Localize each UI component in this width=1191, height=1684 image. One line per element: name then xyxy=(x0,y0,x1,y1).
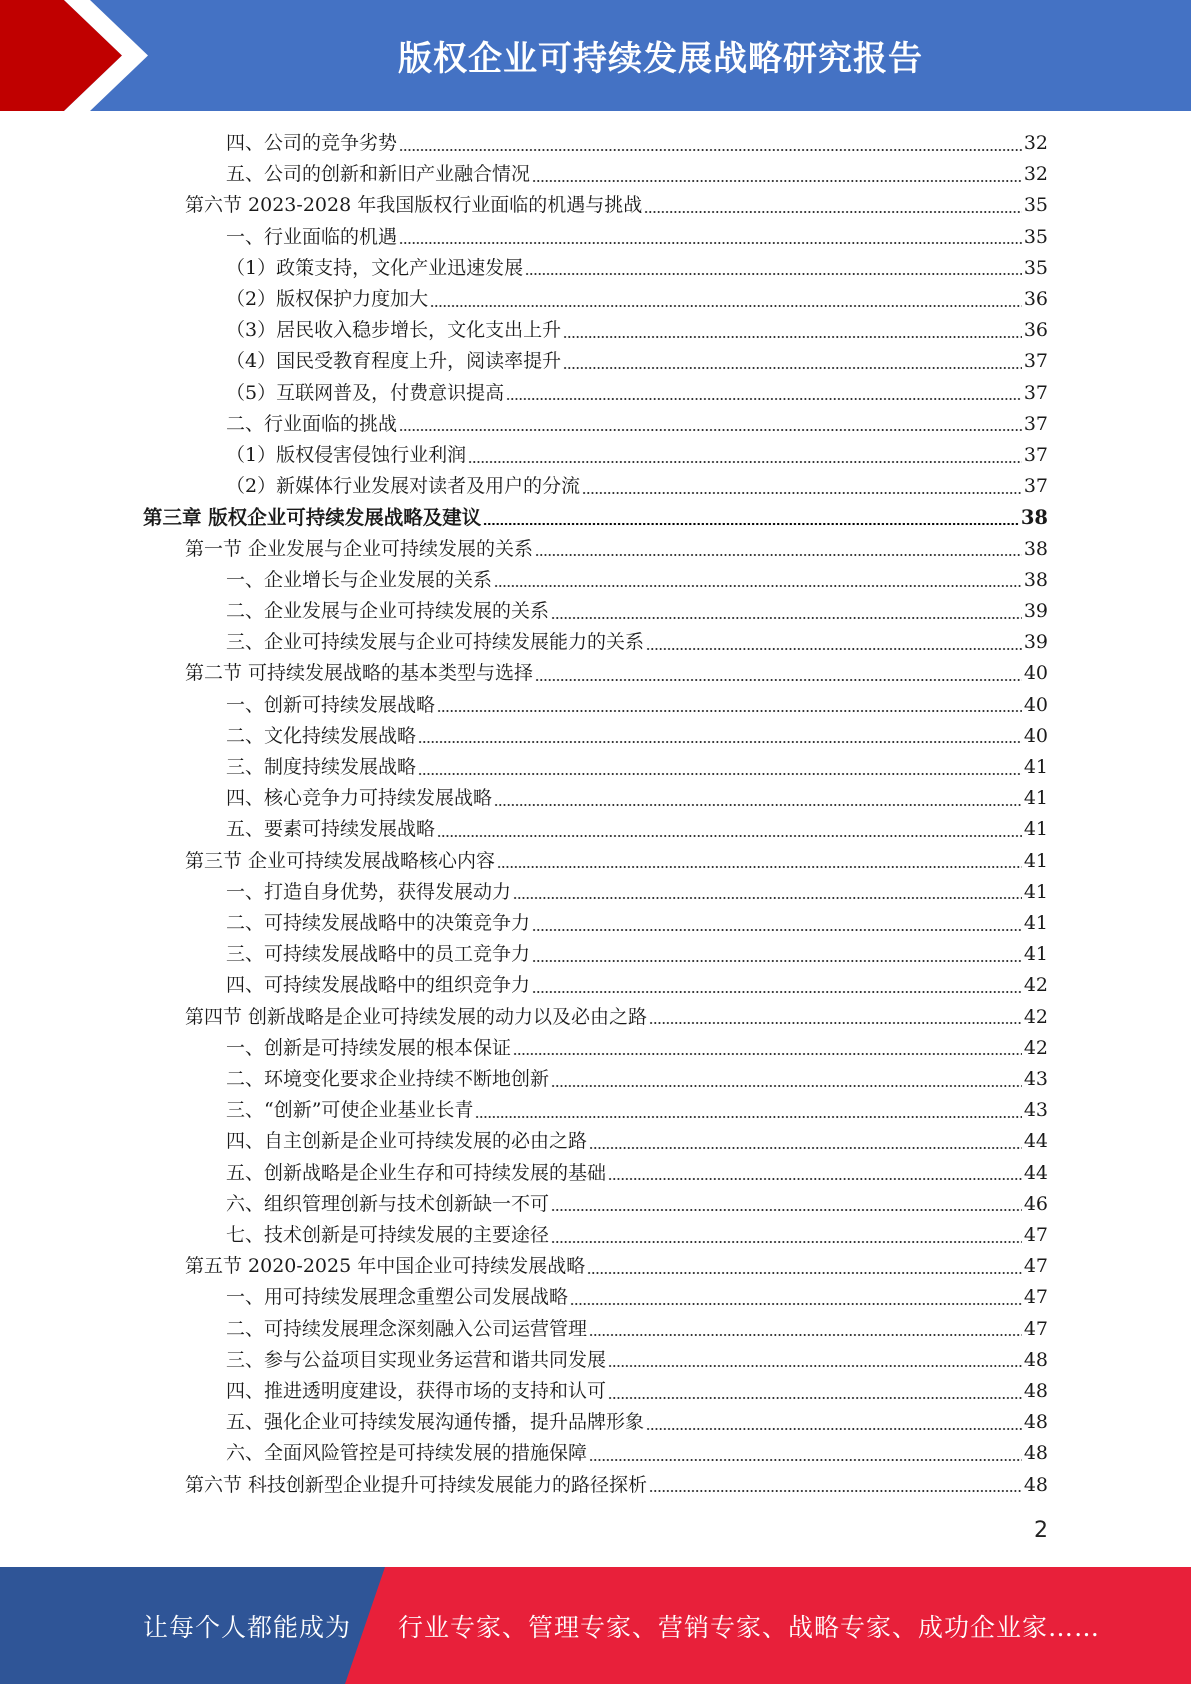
toc-entry-page: 41 xyxy=(1023,912,1048,934)
dot-leader xyxy=(532,991,1022,993)
toc-entry-page: 46 xyxy=(1023,1192,1048,1215)
toc-entry-label: 第三章 版权企业可持续发展战略及建议 xyxy=(143,506,482,530)
dot-leader xyxy=(535,554,1022,556)
toc-entry-label: 五、要素可持续发展战略 xyxy=(226,818,436,841)
dot-leader xyxy=(551,1209,1022,1211)
dot-leader xyxy=(497,866,1022,868)
toc-entry-page: 39 xyxy=(1023,631,1048,654)
toc-section-entry[interactable] xyxy=(185,1002,1048,1033)
dot-leader xyxy=(608,1397,1022,1399)
page-number: 2 xyxy=(1034,1518,1048,1543)
toc-entry-label: 五、创新战略是企业生存和可持续发展的基础 xyxy=(226,1161,607,1184)
header-banner xyxy=(0,0,1191,111)
toc-entry-label: 第一节 企业发展与企业可持续发展的关系 xyxy=(185,537,534,560)
toc-entry-page: 47 xyxy=(1023,1317,1048,1340)
toc-entry-label: 二、文化持续发展战略 xyxy=(226,724,417,747)
toc-subsection-entry[interactable] xyxy=(226,1282,1048,1313)
dot-leader xyxy=(437,835,1022,837)
toc-entry-label: 三、“创新”可使企业基业长青 xyxy=(226,1099,474,1122)
toc-entry-label: （4）国民受教育程度上升，阅读率提升 xyxy=(226,350,562,373)
toc-subsection-entry[interactable] xyxy=(226,783,1048,814)
dot-leader xyxy=(532,929,1022,931)
toc-section-entry[interactable] xyxy=(185,1251,1048,1282)
toc-entry-page: 41 xyxy=(1023,756,1048,778)
toc-section-entry[interactable] xyxy=(185,1470,1048,1501)
dot-leader xyxy=(589,1459,1022,1461)
toc-entry-label: 一、企业增长与企业发展的关系 xyxy=(226,568,493,591)
toc-entry-page: 48 xyxy=(1023,1442,1048,1465)
toc-entry-page: 41 xyxy=(1023,943,1048,966)
toc-subsection-entry[interactable] xyxy=(226,1095,1048,1126)
toc-entry-label: 第五节 2020-2025 年中国企业可持续发展战略 xyxy=(185,1255,586,1278)
toc-chapter-entry[interactable] xyxy=(143,502,1048,533)
toc-entry-page: 38 xyxy=(1023,537,1048,560)
toc-entry-label: （2）版权保护力度加大 xyxy=(226,288,429,310)
toc-entry-page: 41 xyxy=(1023,849,1048,872)
dot-leader xyxy=(513,897,1022,899)
dot-leader xyxy=(418,741,1022,743)
dot-leader xyxy=(483,523,1019,525)
toc-entry-page: 37 xyxy=(1023,381,1048,404)
toc-subsection-entry[interactable] xyxy=(226,1438,1048,1469)
dot-leader xyxy=(525,273,1022,275)
dot-leader xyxy=(570,1303,1022,1305)
toc-subsection-entry[interactable] xyxy=(226,1220,1048,1251)
toc-entry-label: 第二节 可持续发展战略的基本类型与选择 xyxy=(185,662,534,685)
toc-section-entry[interactable] xyxy=(185,190,1048,221)
toc-entry-page: 32 xyxy=(1023,132,1048,154)
toc-subsection-entry[interactable] xyxy=(226,1033,1048,1064)
toc-section-entry[interactable] xyxy=(185,534,1048,565)
toc-subsection-entry[interactable] xyxy=(226,440,1048,471)
toc-subsection-entry[interactable] xyxy=(226,627,1048,658)
toc-subsection-entry[interactable] xyxy=(226,814,1048,845)
dot-leader xyxy=(506,398,1022,400)
toc-subsection-entry[interactable] xyxy=(226,1376,1048,1407)
toc-entry-label: 第六节 2023-2028 年我国版权行业面临的机遇与挑战 xyxy=(185,194,643,217)
toc-entry-page: 32 xyxy=(1023,163,1048,186)
toc-entry-page: 36 xyxy=(1023,319,1048,342)
arrow-chevron-icon xyxy=(0,0,160,111)
toc-entry-page: 37 xyxy=(1023,412,1048,435)
dot-leader xyxy=(589,1334,1022,1336)
footer-slogan-right: 行业专家、管理专家、营销专家、战略专家、成功企业家…… xyxy=(398,1612,1101,1642)
toc-section-entry[interactable] xyxy=(185,846,1048,877)
toc-entry-label: 五、公司的创新和新旧产业融合情况 xyxy=(226,163,531,186)
toc-entry-label: 四、公司的竞争劣势 xyxy=(226,132,398,154)
toc-entry-label: 四、可持续发展战略中的组织竞争力 xyxy=(226,974,531,997)
dot-leader xyxy=(646,1428,1022,1430)
toc-section-entry[interactable] xyxy=(185,658,1048,689)
toc-entry-page: 41 xyxy=(1023,787,1048,810)
toc-entry-page: 35 xyxy=(1023,194,1048,217)
dot-leader xyxy=(399,149,1022,151)
toc-entry-page: 41 xyxy=(1023,818,1048,841)
toc-subsection-entry[interactable] xyxy=(226,1158,1048,1189)
dot-leader xyxy=(513,1053,1022,1055)
toc-entry-label: 三、制度持续发展战略 xyxy=(226,756,417,778)
toc-entry-page: 48 xyxy=(1023,1411,1048,1434)
toc-subsection-entry[interactable] xyxy=(226,159,1048,190)
toc-entry-page: 48 xyxy=(1023,1348,1048,1371)
toc-entry-label: 六、全面风险管控是可持续发展的措施保障 xyxy=(226,1442,588,1465)
dot-leader xyxy=(582,492,1022,494)
dot-leader xyxy=(418,773,1022,775)
toc-subsection-entry[interactable] xyxy=(226,970,1048,1001)
dot-leader xyxy=(494,585,1022,587)
toc-entry-label: 四、核心竞争力可持续发展战略 xyxy=(226,787,493,810)
toc-subsection-entry[interactable] xyxy=(226,1126,1048,1157)
toc-subsection-entry[interactable] xyxy=(226,690,1048,721)
dot-leader xyxy=(399,429,1022,431)
toc-entry-label: （2）新媒体行业发展对读者及用户的分流 xyxy=(226,475,581,498)
toc-entry-page: 42 xyxy=(1023,1005,1048,1028)
toc-entry-page: 38 xyxy=(1020,506,1048,530)
dot-leader xyxy=(475,1116,1021,1118)
dot-leader xyxy=(399,242,1022,244)
toc-entry-label: （3）居民收入稳步增长，文化支出上升 xyxy=(226,319,562,342)
toc-entry-page: 35 xyxy=(1023,256,1048,279)
toc-entry-page: 36 xyxy=(1023,288,1048,310)
toc-entry-label: 二、环境变化要求企业持续不断地创新 xyxy=(226,1068,550,1090)
toc-subsection-entry[interactable] xyxy=(226,877,1048,908)
toc-entry-page: 44 xyxy=(1023,1130,1048,1153)
toc-subsection-entry[interactable] xyxy=(226,409,1048,440)
toc-subsection-entry[interactable] xyxy=(226,1314,1048,1345)
report-title: 版权企业可持续发展战略研究报告 xyxy=(398,39,923,79)
dot-leader xyxy=(646,648,1022,650)
toc-subsection-entry[interactable] xyxy=(226,721,1048,752)
toc-entry-page: 37 xyxy=(1023,444,1048,466)
toc-entry-label: （5）互联网普及，付费意识提高 xyxy=(226,381,505,404)
toc-entry-page: 37 xyxy=(1023,475,1048,498)
toc-entry-label: 三、参与公益项目实现业务运营和谐共同发展 xyxy=(226,1348,607,1371)
toc-entry-page: 43 xyxy=(1023,1099,1048,1122)
toc-subsection-entry[interactable] xyxy=(226,565,1048,596)
toc-subsection-entry[interactable] xyxy=(226,346,1048,377)
toc-entry-label: 二、行业面临的挑战 xyxy=(226,412,398,435)
toc-entry-label: 三、企业可持续发展与企业可持续发展能力的关系 xyxy=(226,631,645,654)
toc-entry-label: 二、可持续发展理念深刻融入公司运营管理 xyxy=(226,1317,588,1340)
toc-entry-label: 四、推进透明度建设，获得市场的支持和认可 xyxy=(226,1380,607,1402)
toc-subsection-entry[interactable] xyxy=(226,939,1048,970)
dot-leader xyxy=(563,336,1022,338)
dot-leader xyxy=(437,710,1022,712)
toc-entry-page: 47 xyxy=(1023,1286,1048,1309)
toc-subsection-entry[interactable] xyxy=(226,471,1048,502)
toc-subsection-entry[interactable] xyxy=(226,1189,1048,1220)
toc-entry-page: 39 xyxy=(1023,600,1048,622)
toc-subsection-entry[interactable] xyxy=(226,752,1048,783)
toc-entry-page: 40 xyxy=(1023,724,1048,747)
toc-entry-label: 一、创新是可持续发展的根本保证 xyxy=(226,1036,512,1059)
footer-slogan-left: 让每个人都能成为 xyxy=(143,1612,352,1642)
toc-entry-label: 一、用可持续发展理念重塑公司发展战略 xyxy=(226,1286,569,1309)
toc-entry-page: 40 xyxy=(1023,693,1048,716)
toc-entry-page: 43 xyxy=(1023,1068,1048,1090)
toc-subsection-entry[interactable] xyxy=(226,222,1048,253)
toc-entry-label: 二、企业发展与企业可持续发展的关系 xyxy=(226,600,550,622)
toc-entry-page: 47 xyxy=(1023,1255,1048,1278)
toc-entry-label: 三、可持续发展战略中的员工竞争力 xyxy=(226,943,531,966)
toc-entry-page: 35 xyxy=(1023,225,1048,248)
toc-entry-page: 48 xyxy=(1023,1380,1048,1402)
toc-entry-label: 七、技术创新是可持续发展的主要途径 xyxy=(226,1224,550,1246)
toc-entry-page: 42 xyxy=(1023,974,1048,997)
toc-subsection-entry[interactable] xyxy=(226,1345,1048,1376)
toc-subsection-entry[interactable] xyxy=(226,596,1048,627)
dot-leader xyxy=(644,211,1022,213)
dot-leader xyxy=(587,1272,1022,1274)
dot-leader xyxy=(494,804,1022,806)
toc-entry-label: 六、组织管理创新与技术创新缺一不可 xyxy=(226,1192,550,1215)
toc-entry-page: 37 xyxy=(1023,350,1048,373)
dot-leader xyxy=(532,180,1022,182)
toc-subsection-entry[interactable] xyxy=(226,284,1048,315)
dot-leader xyxy=(551,1241,1022,1243)
toc-entry-page: 47 xyxy=(1023,1224,1048,1246)
toc-subsection-entry[interactable] xyxy=(226,378,1048,409)
toc-entry-page: 41 xyxy=(1023,880,1048,903)
dot-leader xyxy=(649,1022,1022,1024)
toc-entry-page: 44 xyxy=(1023,1161,1048,1184)
dot-leader xyxy=(608,1365,1022,1367)
toc-entry-page: 40 xyxy=(1023,662,1048,685)
toc-entry-label: （1）政策支持，文化产业迅速发展 xyxy=(226,256,524,279)
toc-entry-label: 第三节 企业可持续发展战略核心内容 xyxy=(185,849,496,872)
dot-leader xyxy=(563,367,1022,369)
toc-entry-label: 二、可持续发展战略中的决策竞争力 xyxy=(226,912,531,934)
toc-entry-label: 第六节 科技创新型企业提升可持续发展能力的路径探析 xyxy=(185,1473,648,1496)
toc-subsection-entry[interactable] xyxy=(226,1407,1048,1438)
dot-leader xyxy=(551,617,1022,619)
toc-subsection-entry[interactable] xyxy=(226,253,1048,284)
dot-leader xyxy=(532,960,1022,962)
toc-entry-label: 四、自主创新是企业可持续发展的必由之路 xyxy=(226,1130,588,1153)
toc-entry-page: 38 xyxy=(1023,568,1048,591)
toc-subsection-entry[interactable] xyxy=(226,315,1048,346)
toc-entry-label: 五、强化企业可持续发展沟通传播，提升品牌形象 xyxy=(226,1411,645,1434)
dot-leader xyxy=(649,1490,1022,1492)
dot-leader xyxy=(430,305,1022,307)
dot-leader xyxy=(468,461,1022,463)
toc-entry-label: （1）版权侵害侵蚀行业利润 xyxy=(226,444,467,466)
toc-entry-label: 一、创新可持续发展战略 xyxy=(226,693,436,716)
toc-entry-page: 48 xyxy=(1023,1473,1048,1496)
footer-banner xyxy=(0,1567,1191,1684)
toc-entry-label: 一、打造自身优势，获得发展动力 xyxy=(226,880,512,903)
toc-entry-label: 第四节 创新战略是企业可持续发展的动力以及必由之路 xyxy=(185,1005,648,1028)
toc-subsection-entry[interactable] xyxy=(226,1064,1048,1095)
toc-entry-page: 42 xyxy=(1023,1036,1048,1059)
dot-leader xyxy=(535,679,1022,681)
toc-subsection-entry[interactable] xyxy=(226,908,1048,939)
dot-leader xyxy=(551,1085,1022,1087)
toc-entry-label: 一、行业面临的机遇 xyxy=(226,225,398,248)
dot-leader xyxy=(608,1178,1022,1180)
dot-leader xyxy=(589,1147,1022,1149)
toc-subsection-entry[interactable] xyxy=(226,128,1048,159)
